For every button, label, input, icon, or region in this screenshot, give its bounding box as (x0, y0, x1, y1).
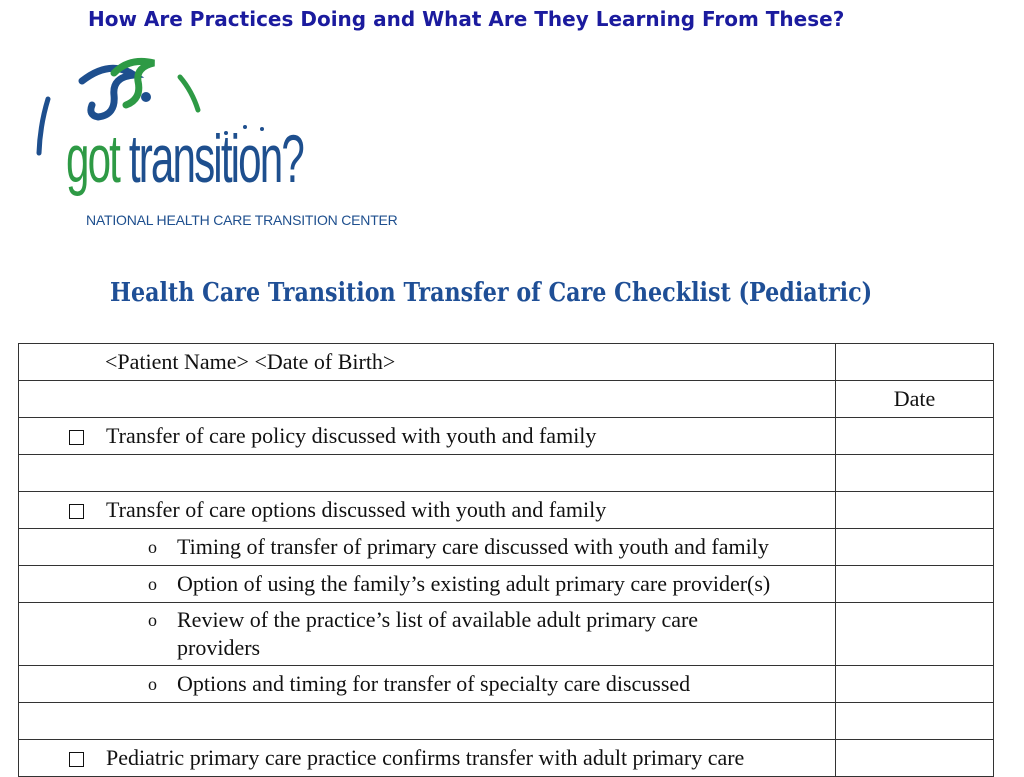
date-cell[interactable] (836, 703, 994, 740)
date-cell[interactable] (836, 566, 994, 603)
table-row (19, 703, 994, 740)
checklist-subitem-text: Options and timing for transfer of specialty care discussed (177, 671, 691, 696)
table-header-row (19, 344, 994, 381)
patient-info-cell (19, 344, 836, 381)
table-row (19, 529, 994, 566)
checkbox[interactable] (69, 752, 84, 767)
bullet-icon: o (148, 610, 157, 630)
checklist-item-text: Transfer of care options discussed with youth and family (106, 497, 607, 522)
table-row (19, 492, 994, 529)
date-header-row (19, 381, 994, 418)
date-cell[interactable] (836, 740, 994, 777)
transfer-checklist-table (18, 343, 994, 777)
checkbox[interactable] (69, 430, 84, 445)
date-cell[interactable] (836, 529, 994, 566)
table-row (19, 603, 994, 666)
bullet-icon: o (148, 574, 157, 594)
date-cell[interactable] (836, 666, 994, 703)
table-row (19, 455, 994, 492)
date-column-header: Date (836, 381, 994, 418)
date-cell[interactable] (836, 492, 994, 529)
date-cell[interactable] (836, 603, 994, 666)
date-cell[interactable] (836, 344, 994, 381)
date-cell[interactable] (836, 418, 994, 455)
checkbox[interactable] (69, 504, 84, 519)
got-transition-logo (30, 55, 400, 240)
checklist-item-text: Pediatric primary care practice confirms transfer with adult primary care (106, 745, 745, 770)
blank-cell (19, 455, 836, 492)
checklist-subitem-text: Review of the practice’s list of available adult primary care providers (177, 607, 699, 660)
blank-cell (19, 381, 836, 418)
logo-wordmark (66, 121, 303, 197)
checklist-item-text: Transfer of care policy discussed with youth and family (106, 423, 597, 448)
slide-title: How Are Practices Doing and What Are They Learning From These? (88, 7, 845, 31)
blank-cell (19, 703, 836, 740)
checklist-subitem-text: Option of using the family’s existing adult primary care provider(s) (177, 571, 771, 596)
table-row (19, 740, 994, 777)
bullet-icon: o (148, 537, 157, 557)
document-title: Health Care Transition Transfer of Care Checklist (Pediatric) (110, 278, 873, 308)
logo-word-transition: transition? (119, 121, 303, 197)
logo-word-got: got (66, 121, 120, 197)
table-row (19, 566, 994, 603)
patient-info-label: <Patient Name> <Date of Birth> (105, 349, 396, 374)
bullet-icon: o (148, 674, 157, 694)
logo-subtitle: NATIONAL HEALTH CARE TRANSITION CENTER (86, 212, 398, 228)
table-row (19, 418, 994, 455)
table-row (19, 666, 994, 703)
checklist-subitem-text: Timing of transfer of primary care discussed with youth and family (177, 534, 769, 559)
date-cell[interactable] (836, 455, 994, 492)
